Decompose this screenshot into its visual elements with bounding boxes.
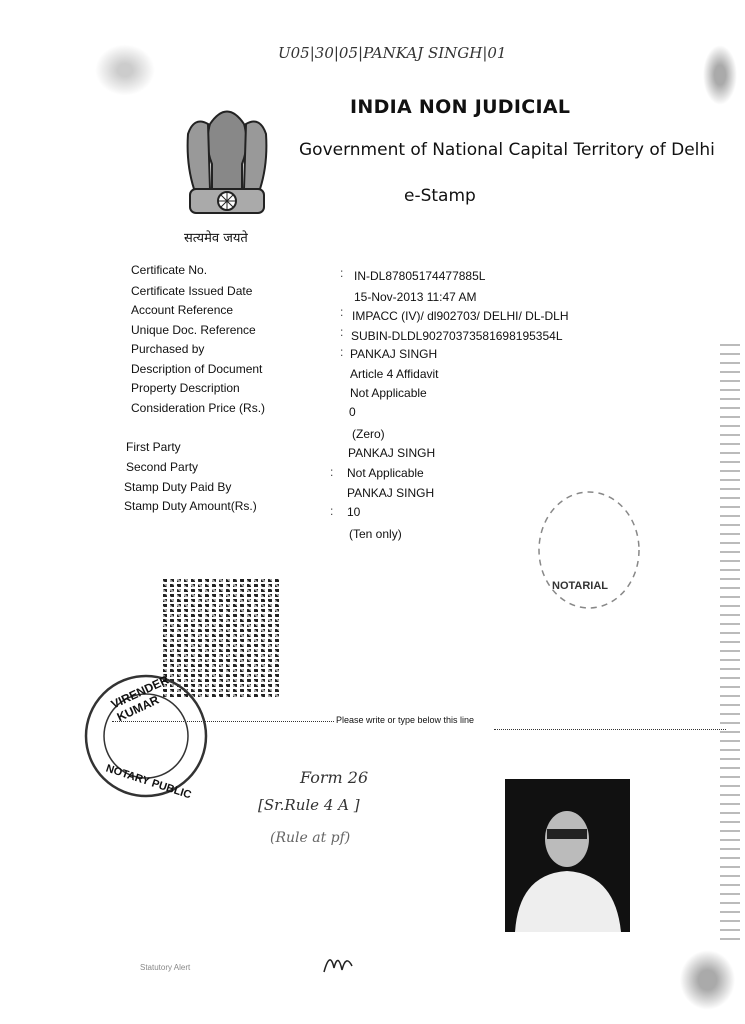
value-property-description: Not Applicable [350,386,427,400]
label-purchased-by: Purchased by [131,342,205,356]
value-issued-date: 15-Nov-2013 11:47 AM [354,290,477,304]
write-below-instruction: Please write or type below this line [336,715,475,725]
national-emblem-icon [180,94,274,226]
label-description-of-document: Description of Document [131,362,263,376]
seal-name: VIRENDER KUMAR [108,672,171,725]
field-separator: : [330,504,334,518]
value-description-of-document: Article 4 Affidavit [350,367,439,381]
handwritten-note: (Rule at pf) [270,830,351,846]
label-stamp-duty-paid-by: Stamp Duty Paid By [124,480,232,494]
label-stamp-duty-amount: Stamp Duty Amount(Rs.) [124,499,257,513]
field-separator: : [340,345,344,359]
seal-label: NOTARIAL [552,580,609,592]
handwritten-form: Form 26 [300,768,369,787]
value-account-reference: IMPACC (IV)/ dl902703/ DELHI/ DL-DLH [352,309,569,323]
value-stamp-duty-words: (Ten only) [349,527,402,541]
field-separator: : [330,465,334,479]
emblem-motto: सत्यमेव जयते [184,231,248,246]
handwritten-reference: U05|30|05|PANKAJ SINGH|01 [278,44,507,62]
page-title: INDIA NON JUDICIAL [350,96,571,118]
label-property-description: Property Description [131,381,240,395]
value-stamp-duty-amount: 10 [347,505,361,519]
label-issued-date: Certificate Issued Date [131,284,253,298]
label-certificate-no: Certificate No. [131,263,208,277]
scan-artifact [700,40,740,110]
value-consideration-words: (Zero) [352,427,385,441]
label-second-party: Second Party [126,460,199,474]
value-consideration-price: 0 [349,405,356,419]
divider-line [494,729,726,730]
value-first-party: PANKAJ SINGH [348,446,436,460]
seal-ring-icon [536,488,642,612]
field-separator: : [340,305,344,319]
passport-photo [505,779,630,932]
person-silhouette-icon [505,779,630,932]
seal-title: NOTARY PUBLIC [104,762,193,802]
value-unique-doc-reference: SUBIN-DLDL90270373581698195354L [351,329,563,343]
footer-alert-text: Statutory Alert [140,963,191,972]
value-stamp-duty-paid-by: PANKAJ SINGH [347,486,435,500]
field-separator: : [340,266,344,280]
label-first-party: First Party [126,440,181,454]
estamp-heading: e-Stamp [404,186,476,206]
label-unique-doc-reference: Unique Doc. Reference [131,323,256,337]
signature-icon [322,948,356,978]
field-separator: : [340,325,344,339]
value-second-party: Not Applicable [347,466,424,480]
scan-artifact [720,340,740,940]
value-certificate-no: IN-DL87805174477885L [354,269,486,283]
label-consideration-price: Consideration Price (Rs.) [131,401,266,415]
notary-seal-left [80,670,212,802]
value-purchased-by: PANKAJ SINGH [350,347,438,361]
label-account-reference: Account Reference [131,303,234,317]
scan-artifact [675,945,740,1015]
notary-seal-right [536,488,642,612]
government-heading: Government of National Capital Territory of Delhi [299,140,715,160]
divider-line [112,721,334,722]
handwritten-rule: [Sr.Rule 4 A ] [258,796,360,814]
scan-artifact [90,40,160,100]
